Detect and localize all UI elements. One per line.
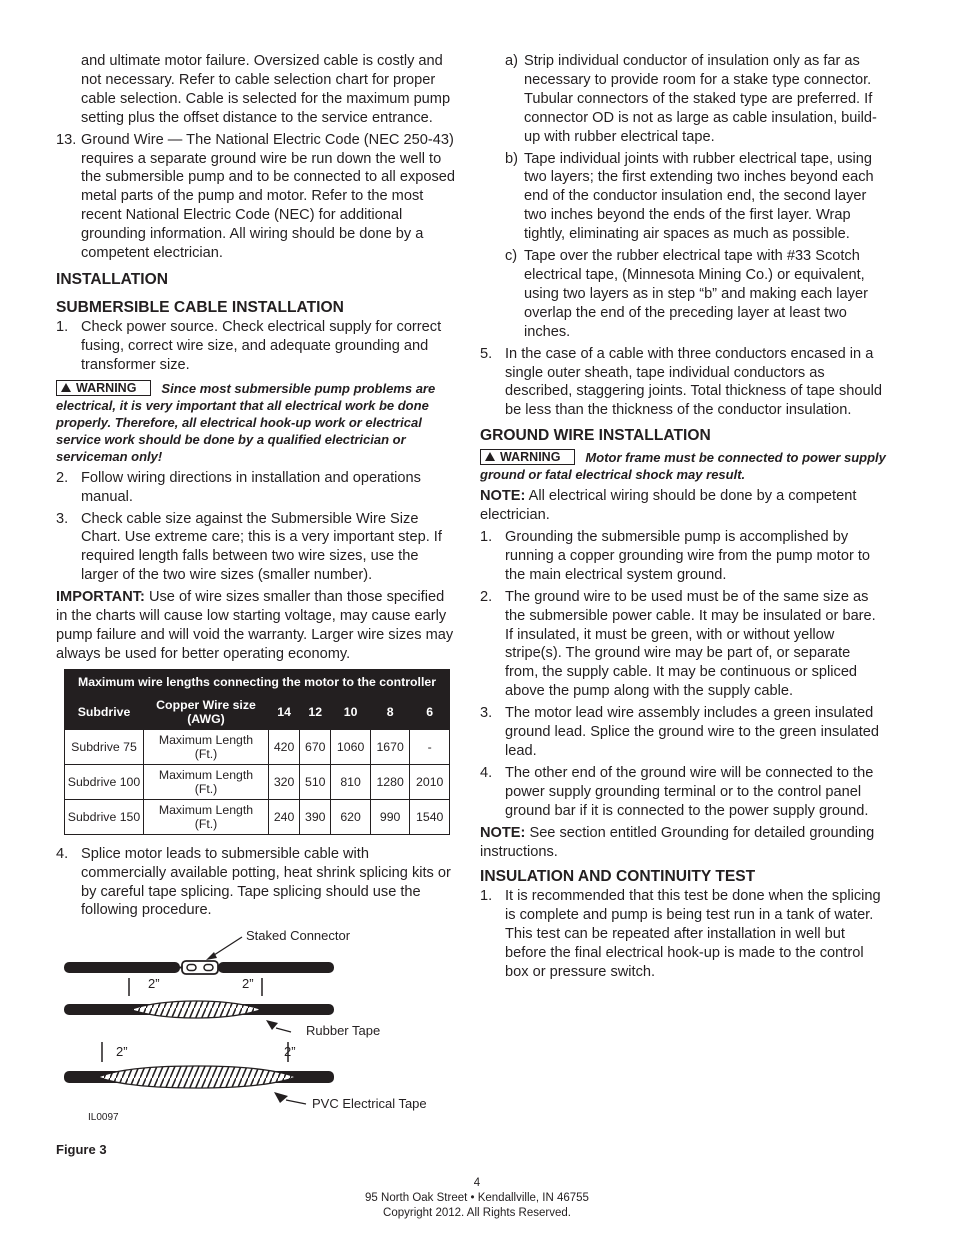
step-number: 4. bbox=[56, 845, 69, 862]
sub-step-text: Tape individual joints with rubber electrical tape, using two layers; the first extending two inches beyond each end of the conductor insulation end, the second layer two inches beyond the ends of the first layer. Wrap tightly, eliminating air spaces as much as possible. bbox=[524, 150, 874, 243]
ground-step-2 bbox=[480, 588, 886, 701]
table-cell: Subdrive 75 bbox=[65, 729, 144, 764]
warning-block-2 bbox=[480, 449, 886, 483]
item-text: Ground Wire — The National Electric Code (NEC 250-43) requires a separate ground wire be run down the well to the submersible pump and to be connected to all exposed metal parts of the pump and motor. Refer to the most recent National Electric Code (NEC) for additional grounding information. All wiring should be done by a competent electrician. bbox=[81, 131, 456, 262]
note-paragraph bbox=[480, 487, 886, 525]
table-header: 8 bbox=[370, 694, 410, 729]
cable-right bbox=[218, 962, 334, 973]
warning-triangle-icon bbox=[61, 383, 71, 392]
table-cell: 1540 bbox=[410, 799, 450, 834]
sub-step-b bbox=[480, 150, 886, 245]
warning-badge bbox=[56, 380, 151, 396]
table-cell: 1280 bbox=[370, 764, 410, 799]
table-cell: 620 bbox=[331, 799, 371, 834]
sub-step-text: Strip individual conductor of insulation only as far as necessary to provide room for a stake type connector. Tubular connectors of the staked type are preferred. If connector OD is not as large as cable insulation, build-up with rubber electrical tape. bbox=[524, 53, 877, 145]
step-number: 3. bbox=[56, 510, 69, 527]
step-number: 2. bbox=[56, 469, 69, 486]
step-5 bbox=[480, 345, 886, 421]
footer-copyright: Copyright 2012. All Rights Reserved. bbox=[383, 1207, 571, 1219]
warning-block-1 bbox=[56, 380, 458, 465]
dimension-label: 2” bbox=[242, 976, 254, 991]
footer-address: 95 North Oak Street • Kendallville, IN 46755 bbox=[365, 1192, 589, 1204]
table-row bbox=[65, 799, 450, 834]
table-cell: Maximum Length (Ft.) bbox=[144, 729, 269, 764]
step-3 bbox=[56, 510, 458, 586]
step-text: In the case of a cable with three conductors encased in a single outer sheath, tape individual conductors as described, staggering joints. Total thickness of tape should be less than the thickness of the conductor insulation. bbox=[505, 345, 882, 419]
table-cell: 990 bbox=[370, 799, 410, 834]
sub-step-letter: a) bbox=[505, 53, 518, 69]
sub-step-letter: c) bbox=[505, 248, 518, 265]
arrow-icon bbox=[274, 1092, 288, 1103]
dimension-label: 2” bbox=[148, 976, 160, 991]
step-number: 2. bbox=[480, 588, 493, 605]
warning-label: WARNING bbox=[500, 450, 561, 465]
leader-line bbox=[211, 937, 242, 957]
table-cell: 670 bbox=[300, 729, 331, 764]
note-lead: NOTE: bbox=[480, 824, 526, 841]
right-column bbox=[480, 52, 886, 982]
step-number: 3. bbox=[480, 705, 493, 722]
step-number: 4. bbox=[480, 764, 493, 781]
heading-installation: INSTALLATION bbox=[56, 270, 169, 288]
table-cell: Maximum Length (Ft.) bbox=[144, 799, 269, 834]
wire-length-table bbox=[64, 669, 450, 835]
note-text: All electrical wiring should be done by a competent electrician. bbox=[480, 488, 857, 524]
page-footer bbox=[0, 1176, 954, 1221]
heading-cable-installation: SUBMERSIBLE CABLE INSTALLATION bbox=[56, 298, 344, 316]
step-text: The ground wire to be used must be of the same size as the submersible power cable. It may be insulated or bare. If insulated, it must be green, with or without yellow stripe(s). The ground wire may be part of, or separate from, the supply cable. It may be continuous or spliced above the pump along with the supply cable. bbox=[505, 588, 876, 700]
heading-insulation-test: INSULATION AND CONTINUITY TEST bbox=[480, 868, 756, 886]
illustration-code: IL0097 bbox=[88, 1112, 119, 1123]
step-text: Splice motor leads to submersible cable with commercially available potting, heat shrink splicing kits or by careful tape splicing. Tape splicing should use the following procedure. bbox=[81, 845, 451, 919]
dimension-label: 2” bbox=[284, 1044, 296, 1059]
rubber-tape-wrap bbox=[130, 1001, 262, 1018]
label-pvc-tape: PVC Electrical Tape bbox=[312, 1096, 427, 1111]
sub-step-letter: b) bbox=[505, 150, 518, 167]
ground-step-1 bbox=[480, 528, 886, 585]
step-2 bbox=[56, 469, 458, 507]
warning-label: WARNING bbox=[76, 380, 137, 395]
step-text: Grounding the submersible pump is accomplished by running a copper grounding wire from the pump motor to the main electrical system ground. bbox=[505, 529, 871, 583]
label-rubber-tape: Rubber Tape bbox=[306, 1023, 381, 1038]
step-text: The other end of the ground wire will be connected to the power supply grounding terminal or to the control panel ground bar if it is connected to the power supply ground. bbox=[505, 764, 874, 819]
table-row bbox=[65, 764, 450, 799]
splice-figure bbox=[56, 924, 476, 1134]
table-header: 12 bbox=[300, 694, 331, 729]
table-cell: 810 bbox=[331, 764, 371, 799]
table-header: 14 bbox=[269, 694, 300, 729]
table-header: Copper Wire size (AWG) bbox=[144, 694, 269, 729]
warning-text: Motor frame must be connected to power supply ground or fatal electrical shock may result. bbox=[480, 450, 886, 483]
cable-left bbox=[64, 962, 180, 973]
step-text: Follow wiring directions in installation and operations manual. bbox=[81, 469, 421, 505]
table-header: 10 bbox=[331, 694, 371, 729]
warning-badge bbox=[480, 449, 575, 465]
important-text: Use of wire sizes smaller than those specified in the charts will cause low starting voltage, may cause early pump failure and will void the warranty. Larger wire sizes may always be used for better operating economy. bbox=[56, 589, 454, 662]
table-cell: 510 bbox=[300, 764, 331, 799]
item-number: 13. bbox=[56, 131, 77, 148]
step-text: The motor lead wire assembly includes a green insulated ground lead. Splice the ground wire to the green insulated lead. bbox=[505, 705, 880, 759]
table-caption: Maximum wire lengths connecting the motor to the controller bbox=[65, 669, 450, 694]
step-number: 1. bbox=[480, 529, 493, 546]
warning-text: Since most submersible pump problems are electrical, it is very important that all electrical work be done properly. Therefore, all electrical hook-up work or electrical service work should be done by a qualified electrician or serviceman only! bbox=[56, 380, 436, 464]
dimension-label: 2” bbox=[116, 1044, 128, 1059]
figure-caption: Figure 3 bbox=[56, 1142, 107, 1157]
left-column bbox=[56, 52, 458, 920]
warning-triangle-icon bbox=[485, 452, 495, 461]
continued-paragraph: and ultimate motor failure. Oversized cable is costly and not necessary. Refer to cable selection chart for proper cable selection. Cable is selected for the maximum pump setting plus the offset distance to the service entrance. bbox=[81, 53, 451, 126]
note-paragraph bbox=[480, 824, 886, 862]
sub-step-text: Tape over the rubber electrical tape with #33 Scotch electrical tape, (Minnesota Mining Co.) or equivalent, using two layers as in step “b” and making each layer overlap the end of the preceding layer at least two inches. bbox=[524, 248, 868, 340]
step-text: It is recommended that this test be done when the splicing is complete and pump is being test run in a tank of water. This test can be repeated after installation in well but before the final electrical hook-up is made to the control box or pressure switch. bbox=[505, 888, 881, 981]
step-number: 1. bbox=[480, 888, 493, 905]
step-text: Check power source. Check electrical supply for correct fusing, correct wire size, and adequate grounding and transformer size. bbox=[81, 318, 442, 373]
page-number: 4 bbox=[473, 1177, 481, 1189]
table-cell: 390 bbox=[300, 799, 331, 834]
table-cell: - bbox=[410, 729, 450, 764]
table-cell: Subdrive 100 bbox=[65, 764, 144, 799]
step-4 bbox=[56, 845, 458, 921]
label-staked-connector: Staked Connector bbox=[246, 928, 351, 943]
step-1 bbox=[56, 318, 458, 375]
list-item-13 bbox=[56, 131, 458, 263]
rubber-tape-row bbox=[64, 1001, 334, 1032]
ground-step-4 bbox=[480, 764, 886, 821]
table-header: 6 bbox=[410, 694, 450, 729]
table-cell: Maximum Length (Ft.) bbox=[144, 764, 269, 799]
table-cell: 1060 bbox=[331, 729, 371, 764]
test-step-1 bbox=[480, 887, 886, 982]
step-text: Check cable size against the Submersible Wire Size Chart. Use extreme care; this is a very important step. If required length falls between two wire sizes, use the larger of the two wire sizes (smaller number). bbox=[81, 510, 442, 584]
note-lead: NOTE: bbox=[480, 488, 526, 505]
table-cell: 1670 bbox=[370, 729, 410, 764]
table-row bbox=[65, 729, 450, 764]
arrow-icon bbox=[206, 952, 217, 960]
sub-step-a bbox=[480, 52, 886, 147]
table-cell: 320 bbox=[269, 764, 300, 799]
heading-ground-wire: GROUND WIRE INSTALLATION bbox=[480, 427, 711, 445]
table-cell: 420 bbox=[269, 729, 300, 764]
table-header: Subdrive bbox=[65, 694, 144, 729]
table-cell: 240 bbox=[269, 799, 300, 834]
important-paragraph bbox=[56, 588, 458, 664]
ground-step-3 bbox=[480, 704, 886, 761]
step-number: 1. bbox=[56, 318, 69, 335]
step-number: 5. bbox=[480, 345, 493, 362]
important-lead: IMPORTANT: bbox=[56, 589, 145, 606]
table-cell: Subdrive 150 bbox=[65, 799, 144, 834]
pvc-tape-row bbox=[64, 1066, 334, 1104]
table-cell: 2010 bbox=[410, 764, 450, 799]
pvc-tape-wrap bbox=[98, 1066, 296, 1088]
sub-step-c bbox=[480, 247, 886, 342]
note-text: See section entitled Grounding for detailed grounding instructions. bbox=[480, 824, 875, 860]
